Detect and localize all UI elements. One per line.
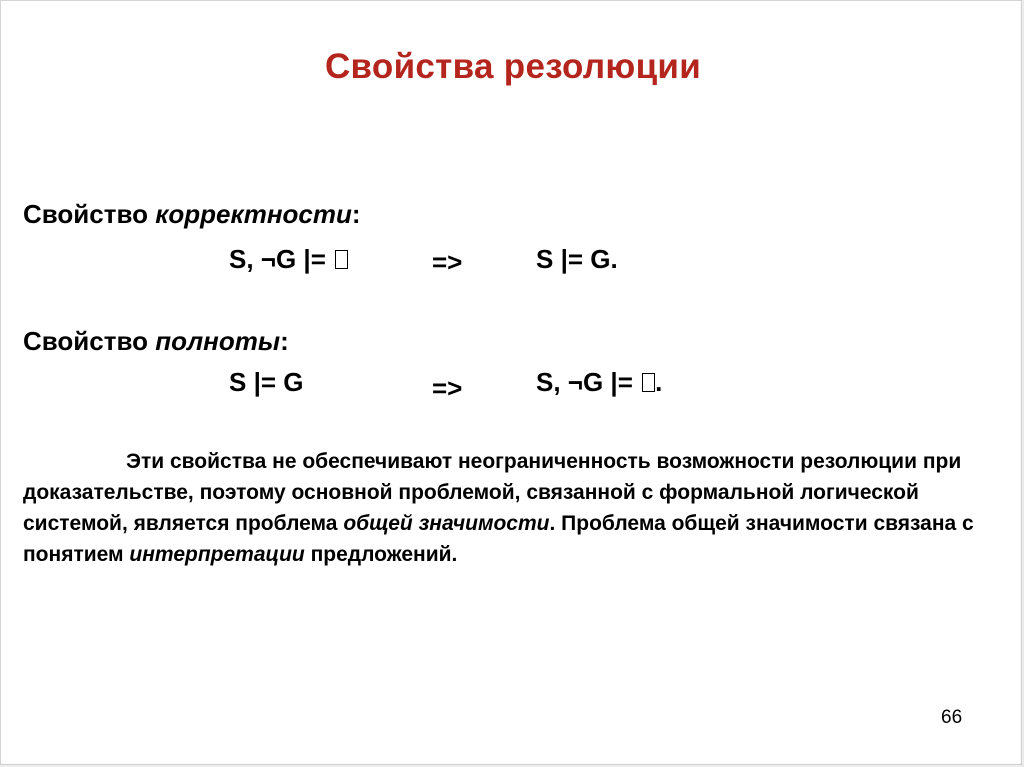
- completeness-label-italic: полноты: [155, 326, 281, 356]
- paragraph-italic2: интерпретации: [129, 543, 305, 566]
- completeness-rhs-text: S, ¬G |=: [536, 367, 633, 397]
- slide-title: Свойства резолюции: [324, 47, 702, 86]
- paragraph-part3: предложений.: [304, 543, 458, 566]
- completeness-label-prefix: Свойство: [23, 326, 156, 356]
- correctness-label-italic: корректности: [155, 199, 352, 229]
- paragraph-part1: Эти свойства не обеспечивают неограниченность возможности резолюции при доказательстве, поэтому основной проблемой, связанной с формальной логической системой, является проблема: [23, 450, 962, 535]
- completeness-arrow: =>: [432, 373, 463, 403]
- completeness-lhs: S |= G: [229, 367, 304, 397]
- completeness-label-suffix: :: [280, 326, 289, 356]
- paragraph-italic1: общей значимости: [343, 512, 550, 535]
- paragraph-part2: . Проблема общей значимости связана с понятием: [23, 512, 974, 566]
- page-number: 66: [941, 707, 963, 728]
- explanation-paragraph: [23, 446, 983, 570]
- correctness-arrow: =>: [432, 247, 463, 277]
- correctness-label-prefix: Свойство: [23, 199, 156, 229]
- completeness-rhs: [536, 367, 662, 398]
- correctness-rhs: S |= G.: [536, 244, 618, 274]
- empty-clause-box-icon: [642, 373, 655, 392]
- correctness-lhs-text: S, ¬G |=: [229, 244, 326, 274]
- empty-clause-box-icon: [335, 250, 348, 269]
- completeness-rhs-end: .: [655, 367, 663, 397]
- correctness-label-suffix: :: [351, 199, 361, 229]
- completeness-label: [23, 326, 289, 357]
- correctness-label: [23, 199, 361, 230]
- correctness-lhs: [229, 244, 348, 275]
